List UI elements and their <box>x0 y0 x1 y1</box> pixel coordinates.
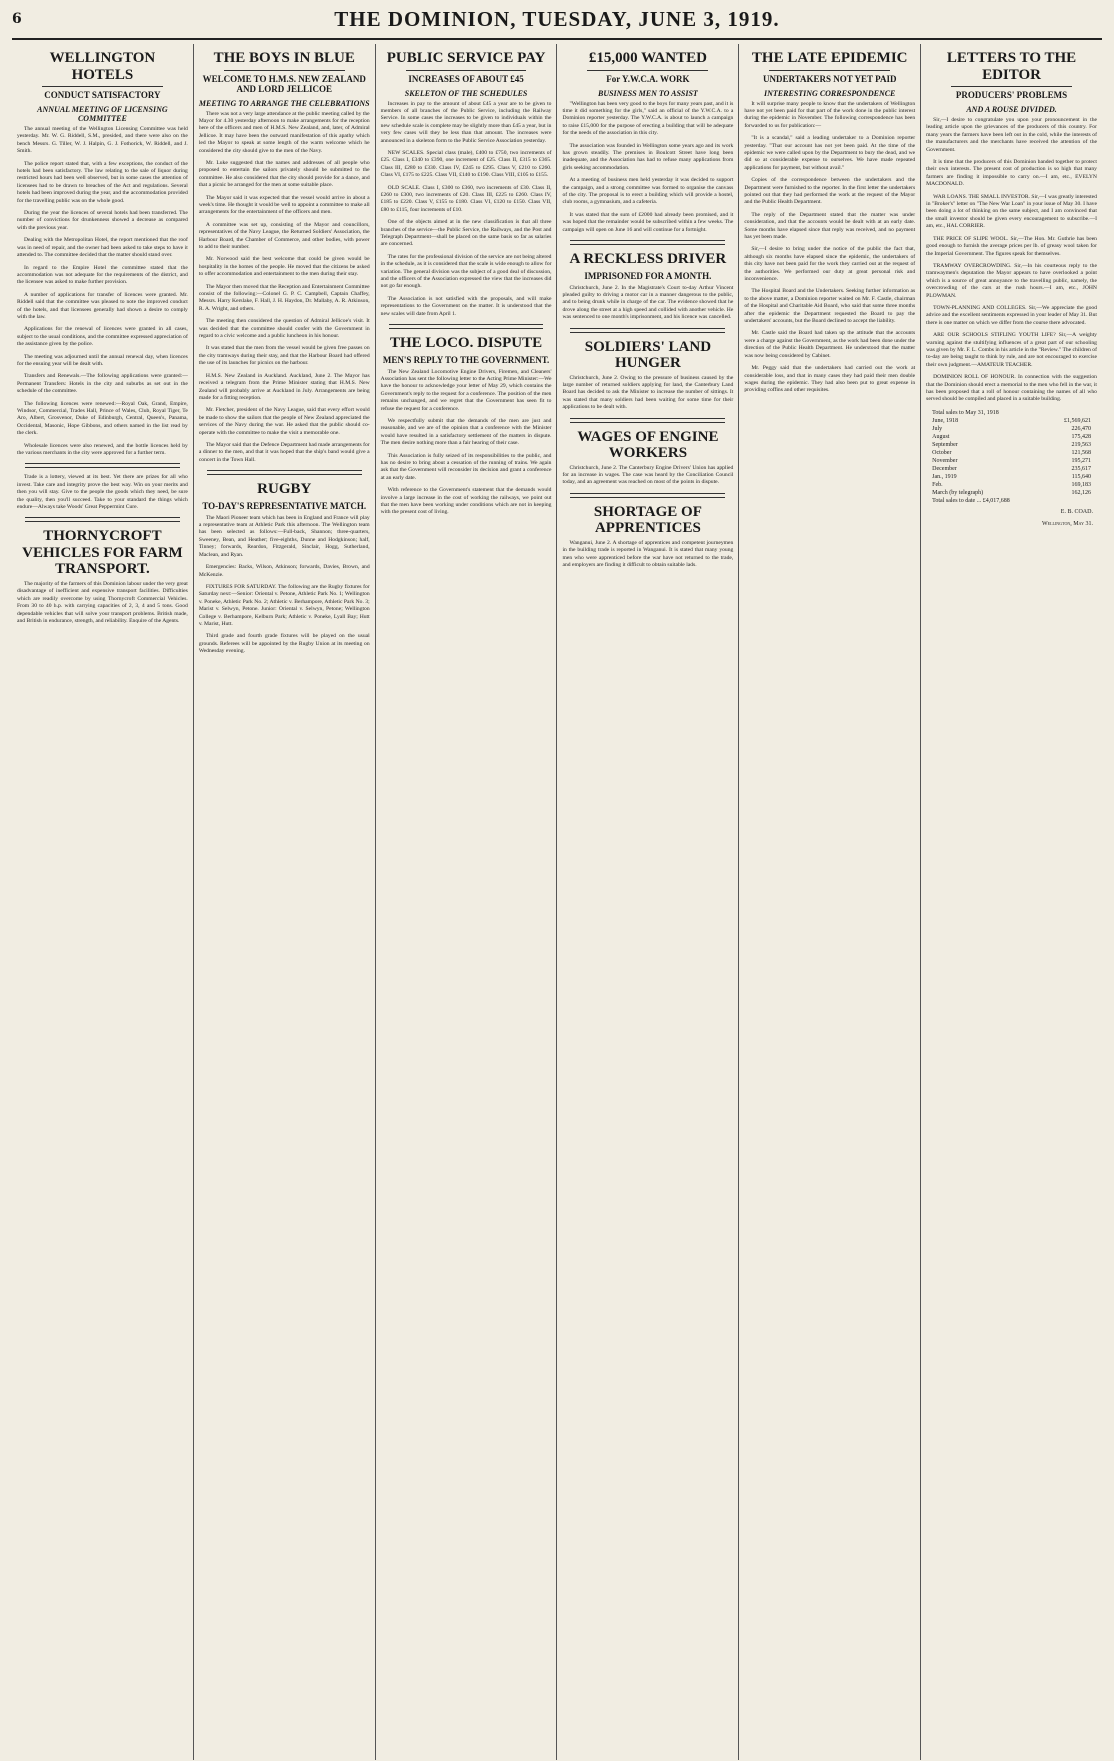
headline-rule <box>406 70 527 71</box>
article-paragraph: We respectfully submit that the demands of the men are just and reasonable, and we are of the opinion that a conference with the Minister would have resulted in a satisfactory settlement of the matters in dispute. The men desire nothing more than a fair hearing of their case. <box>380 418 552 447</box>
article-headline: THE BOYS IN BLUE <box>213 50 355 66</box>
sales-table-label: December <box>932 465 957 472</box>
column-5 <box>739 44 921 1760</box>
article-paragraph: Third grade and fourth grade fixtures will be played on the usual grounds. Referees will be appointed by the Rugby Union at its meeting on Wednesday evening. <box>198 633 370 655</box>
headline-rule <box>951 86 1072 87</box>
article-paragraph: Mr. Luke suggested that the names and addresses of all people who proposed to entertain the sailors privately should be submitted to the committee. He also considered that the city should provide for a dance, and that a picnic be arranged for the men at some suitable place. <box>198 159 370 189</box>
section-rule <box>207 470 362 475</box>
article-headline: THE LOCO. DISPUTE <box>390 335 543 352</box>
sales-table-value: 235,617 <box>1071 465 1091 472</box>
sales-table <box>932 409 1091 505</box>
article-headline: THE LATE EPIDEMIC <box>751 50 908 66</box>
article-paragraph: A number of applications for transfer of licences were granted. Mr. Riddell said that the committee was pleased to note the improved conduct of the hotels, and that licensees generally had shown a desire to comply with the law. <box>17 291 188 320</box>
article-paragraph: The association was founded in Wellington some years ago and its work has grown steadily. The premises in Boulcott Street have long been inadequate, and the Association has had to refuse many applications from girls seeking accommodation. <box>562 142 734 171</box>
sales-table-row <box>932 457 1091 465</box>
section-rule <box>570 240 725 245</box>
article-headline: LETTERS TO THE EDITOR <box>946 50 1077 83</box>
article-paragraph: It was stated that the sum of £2000 had already been promised, and it was hoped that the remainder would be subscribed within a few weeks. The campaign will open on June 16 and will continue for a fortnight. <box>562 211 734 233</box>
article-headline: A RECKLESS DRIVER <box>569 251 727 267</box>
article-paragraph: OLD SCALE. Class I, £300 to £360, two increments of £30. Class II, £260 to £300, two increments of £20. Class III, £225 to £260. Class IV, £185 to £220. Class V, £155 to £180. Class VI, £120 to £150. Class VII, £80 to £115, four increments of £10. <box>380 184 552 213</box>
headline-rule <box>587 70 708 71</box>
sales-table-row <box>932 433 1091 441</box>
article-paragraph: The majority of the farmers of this Dominion labour under the very great disadvantage of inefficient and expensive transport facilities. Difficulties which are readily overcome by using Thornycroft Commercial Vehicles. From 30 to 40 h.p. with carrying capacities of 2, 3, 4 and 5 tons. Good dependable vehicles that will solve your transport problems. British made, and British in endurance, strength, and reliability. Enquire of the Agents. <box>17 580 188 624</box>
article-subheading: IMPRISONED FOR A MONTH. <box>584 270 712 281</box>
article-paragraph: The meeting was adjourned until the annual renewal day, when licences for the ensuing year will be dealt with. <box>17 353 188 367</box>
article-paragraph: This Association is fully seized of its responsibilities to the public, and has no desire to bring about a cessation of the running of trains. We again ask that the Government will reconsider its decision and grant a conference at an early date. <box>380 452 552 481</box>
article-subheading: CONDUCT SATISFACTORY <box>44 90 161 100</box>
newspaper-title: THE DOMINION, TUESDAY, JUNE 3, 1919. <box>334 6 780 31</box>
sales-table-value: £1,569,621 <box>1063 417 1091 424</box>
sales-table-label: November <box>932 457 958 464</box>
article-subheading: MEN'S REPLY TO THE GOVERNMENT. <box>382 354 550 365</box>
article-paragraph: During the year the licences of several hotels had been transferred. The number of convictions for drunkenness showed a decrease as compared with the previous year. <box>17 210 188 231</box>
article-headline: RUGBY <box>257 481 312 498</box>
article-paragraph: WAR LOANS. THE SMALL INVESTOR. Sir,—I was greatly interested in "Broker's" letter on "The New War Loan" in your issue of May 30. I have been doing a lot of thinking on the same subject, and I am convinced that the small investor should be given every encouragement to subscribe.—I am, etc., HAL CORRIER. <box>926 193 1097 230</box>
sales-table-row <box>932 489 1091 497</box>
article-paragraph: The Maori Pioneer team which has been in England and France will play a representative team at Athletic Park this afternoon. The Wellington team has been selected as follows:—Full-back, Shannon; three-quarters, Sweeney, Bean, and Heather; five-eighths, Dunne and Hodgkinson; half, Tinney; forwards, Reardon, Fitzgerald, Sinclair, Hogg, Sutherland, Maclean, and Ryan. <box>198 514 370 558</box>
sales-table-value: 115,640 <box>1071 473 1091 480</box>
sales-table-value: 195,271 <box>1071 457 1091 464</box>
sales-table-value: 219,563 <box>1071 441 1091 448</box>
article-paragraph: The Hospital Board and the Undertakers. Seeking further information as to the above matter, a Dominion reporter waited on Mr. F. Castle, chairman of the Hospital and Charitable Aid Board, who said that some three months after the epidemic the Department requested the Board to pay the undertakers' accounts, but the Board declined to accept the liability. <box>744 288 916 325</box>
article-paragraph: NEW SCALES. Special class (male), £400 to £750, two increments of £25. Class I, £340 to £390, one increment of £25. Class II, £315 to £365. Class III, £280 to £330. Class IV, £245 to £295. Class V, £210 to £260. Class VI, £175 to £225. Class VII, £140 to £190. Class VIII, £105 to £155. <box>380 149 552 179</box>
article-headline: THORNYCROFT VEHICLES FOR FARM TRANSPORT. <box>22 528 183 578</box>
article-paragraph: Emergencies: Backs, Wilson, Atkinson; forwards, Davies, Brown, and McKenzie. <box>198 564 370 578</box>
article-paragraph: One of the objects aimed at in the new classification is that all three branches of the service—the Public Service, the Railways, and the Post and Telegraph Department—shall be placed on the same basis so far as salaries are concerned. <box>380 219 552 248</box>
article-headline: WELLINGTON HOTELS <box>49 50 156 83</box>
article-paragraph: ARE OUR SCHOOLS STIFLING YOUTH LIFE? Sir,—A weighty warning against the stultifying influences of a great part of our schooling was given by Mr. F. L. Combs in his article in the "Review." The children of to-day are being taught to think by rule, and are not encouraged to exercise their own judgment.—AMATEUR TEACHER. <box>926 332 1097 368</box>
sales-table-row <box>932 481 1091 489</box>
sales-table-value: 169,183 <box>1071 481 1091 488</box>
masthead <box>12 0 1102 40</box>
sales-table-label: July <box>932 425 943 432</box>
article-section-heading: SKELETON OF THE SCHEDULES <box>404 88 528 98</box>
article-subheading: INCREASES OF ABOUT £45 <box>408 73 524 84</box>
article-paragraph: "Wellington has been very good to the boys for many years past, and it is time it did something for the girls," said an official of the Y.W.C.A. to a Dominion reporter yesterday. The Y.W.C.A. is about to launch a campaign to raise £15,000 for the purpose of erecting a building that will be adequate for the needs of the association in this city. <box>562 100 734 137</box>
headline-rule <box>42 86 163 87</box>
article-paragraph: There was not a very large attendance at the public meeting called by the Mayor for 4.30 yesterday afternoon to make arrangements for the reception here of the officers and men of H.M.S. New Zealand, and, later, of Admiral Jellicoe. It may have been the outward manifestation of this apathy which led the Mayor to speak at some length of the warm welcome which he considered the city should give to the men of the Navy. <box>198 110 370 154</box>
article-subheading: UNDERTAKERS NOT YET PAID <box>762 73 897 84</box>
sales-table-value: 226,470 <box>1071 425 1091 432</box>
article-paragraph: THE PRICE OF SLIPE WOOL. Sir,—The Hon. Mr. Guthrie has been good enough to furnish the average prices per lb. of greasy wool taken for the Imperial Government. The figures speak for themselves. <box>926 235 1097 257</box>
article-paragraph: Transfers and Renewals.—The following applications were granted:—Permanent Transfers: Hotels in the city and suburbs as set out in the schedule of the committee. <box>17 373 188 395</box>
article-paragraph: It is time that the producers of this Dominion banded together to protect their own interests. The present cost of production is so high that many farmers are finding it impossible to carry on.—I am, etc., EVELYN MACDONALD. <box>926 159 1097 188</box>
column-1 <box>12 44 194 1760</box>
sales-table-row <box>932 425 1091 433</box>
article-paragraph: Mr. Norwood said the best welcome that could be given would be hospitality in the homes of the people. He moved that the citizens be asked to offer accommodation and entertainment to the men during their stay. <box>198 256 370 278</box>
article-paragraph: It was stated that the men from the vessel would be given free passes on the city tramways during their stay, and that the Harbour Board had offered the use of its launches for picnics on the harbour. <box>198 345 370 367</box>
article-paragraph: At a meeting of business men held yesterday it was decided to support the campaign, and a strong committee was formed to organise the canvass of the city. The proposal is to erect a building which will provide a hostel, club rooms, a gymnasium, and a cafeteria. <box>562 177 734 206</box>
column-3 <box>376 44 558 1760</box>
article-paragraph: The New Zealand Locomotive Engine Drivers, Firemen, and Cleaners' Association has sent the following letter to the Acting Prime Minister:—We have the honour to acknowledge your letter of May 29, which contains the Government's reply to the request for a conference. The position of the men remains unchanged, and we regret that the Government has seen fit to refuse the request for a conference. <box>380 368 552 412</box>
sales-table-total: Total sales to date ... £4,017,688 <box>932 497 1010 504</box>
sales-table-row <box>932 417 1091 425</box>
letter-place: Wellington, May 31. <box>1041 520 1093 527</box>
section-rule <box>570 493 725 498</box>
article-section-heading: INTERESTING CORRESPONDENCE <box>764 88 896 98</box>
sales-table-row <box>932 473 1091 481</box>
article-paragraph: Wanganui, June 2. A shortage of apprentices and competent journeymen in the building trade is reported in Wanganui. It is stated that many young men who were apprenticed before the war have not returned to the trade, and employers are finding it difficult to obtain suitable lads. <box>562 539 734 568</box>
article-paragraph: Christchurch, June 2. The Canterbury Engine Drivers' Union has applied for an increase in wages. The case was heard by the Conciliation Council today, and an agreement was reached on most of the points in dispute. <box>562 464 734 486</box>
column-6 <box>921 44 1102 1760</box>
sales-table-row <box>932 449 1091 457</box>
sales-table-value: 162,126 <box>1071 489 1091 496</box>
page-number: 6 <box>12 11 22 27</box>
section-rule <box>25 517 180 522</box>
article-paragraph: Dealing with the Metropolitan Hotel, the report mentioned that the roof was in need of repair, and the owner had been asked to take steps to have it attended to. The committee decided that the matter should stand over. <box>17 237 188 259</box>
section-rule <box>389 324 544 329</box>
article-section-heading: AND A ROUSE DIVIDED. <box>966 105 1057 114</box>
article-paragraph: TOWN-PLANNING AND COLLEGES. Sir,—We appreciate the good advice and the excellent sentiments expressed in your leader of May 31. But there is one matter on which we differ from the course there advocated. <box>926 304 1097 326</box>
sales-table-label: March (by telegraph) <box>932 489 984 496</box>
sales-table-label: Feb. <box>932 481 943 488</box>
article-paragraph: Increases in pay to the amount of about £45 a year are to be given to members of all branches of the Public Service, including the Railway Service. In some cases the increases to be given to individuals within the new schedule scale is complete may be slightly more than £45 a year, but in very few cases will they be less than that amount. The increases were announced in a skeleton form to the Public Service Association yesterday. <box>380 100 552 144</box>
article-paragraph: The reply of the Department stated that the matter was under consideration, and that the accounts would be dealt with at an early date. Some months have elapsed since that reply was received, and no payment has yet been made. <box>744 211 916 240</box>
article-paragraph: DOMINION ROLL OF HONOUR. In connection with the suggestion that the Dominion should erect a memorial to the men who fell in the war, it has been proposed that a roll of honour containing the names of all who served should be compiled and placed in a suitable building. <box>926 374 1097 403</box>
article-paragraph: It will surprise many people to know that the undertakers of Wellington have not yet been paid for that part of the work done in the public interest during the epidemic in November. The following correspondence has been forwarded to us for publication:— <box>744 100 916 129</box>
article-paragraph: Mr. Fletcher, president of the Navy League, said that every effort would be made to show the sailors that the people of New Zealand appreciated the services of the Navy during the war. He asked that the public should co-operate with the committee to make the visit a memorable one. <box>198 407 370 436</box>
sales-table-label: June, 1918 <box>932 417 959 424</box>
article-paragraph: Wholesale licences were also renewed, and the bottle licences held by the various merchants in the city were approved for a further term. <box>17 442 188 457</box>
sales-table-label: August <box>932 433 950 440</box>
article-headline: SOLDIERS' LAND HUNGER <box>584 338 712 372</box>
article-section-heading: MEETING TO ARRANGE THE CELEBRATIONS <box>198 98 370 108</box>
article-paragraph: The annual meeting of the Wellington Licensing Committee was held yesterday. Mr. W. G. Riddell, S.M., presided, and there were also on the bench Messrs. G. Tiller, W. J. Halpin, G. J. Fothorick, W. Riddell, and J. Smith. <box>17 126 188 155</box>
article-headline: £15,000 WANTED <box>588 50 707 66</box>
article-paragraph: In regard to the Empire Hotel the committee stated that the accommodation was not adequate for the requirements of the district, and the licensee was asked to make further provision. <box>17 264 188 286</box>
column-2 <box>194 44 376 1760</box>
article-paragraph: The Mayor said that the Defence Department had made arrangements for a dinner to the men, and that it was hoped that the ship's band would give a concert in the Town Hall. <box>198 441 370 463</box>
article-paragraph: Mr. Peggy said that the undertakers had carried out the work at considerable loss, and that in many cases they had paid their men double wages during the epidemic. They had also been put to great expense in providing coffins and other requisites. <box>744 365 916 394</box>
article-paragraph: The Mayor then moved that the Reception and Entertainment Committee consist of the following:—Colonel G. P. C. Campbell, Captain Chaffey, Messrs. Harry Kerslake, F. Hall, J. H. Haydon, Dr. Mallaby, A. R. Atkinson, R. A. Wright, and others. <box>198 283 370 312</box>
article-paragraph: The Mayor said it was expected that the vessel would arrive in about a week's time. He thought it would be well to appoint a committee to make all arrangements for the entertainment of the officers and men. <box>198 194 370 216</box>
article-paragraph: H.M.S. New Zealand in Auckland. Auckland, June 2. The Mayor has received a telegram from the Prime Minister stating that H.M.S. New Zealand will probably arrive at Auckland in July. Arrangements are being made for a fitting reception. <box>198 372 370 401</box>
sales-table-title: Total sales to May 31, 1918 <box>932 409 999 416</box>
sales-table-label: Jan., 1919 <box>932 473 957 480</box>
letter-signature: E. B. COAD. <box>1060 508 1093 515</box>
article-paragraph: The rates for the professional division of the service are not being altered in the schedule, as it is considered that the scale is wide enough to allow for variation. The general division was the subject of a good deal of discussion, and the officers of the Association expressed the view that the increases did not go far enough. <box>380 253 552 290</box>
sales-table-row <box>932 465 1091 473</box>
article-paragraph: The police report stated that, with a few exceptions, the conduct of the hotels had been satisfactory. The law relating to the sale of liquor during restricted hours had been well observed, but in some cases the attention of licensees had to be drawn to breaches of the Act and regulations. Several hotels had been improved during the year, and the accommodation provided for the travelling public was on the whole good. <box>17 160 188 204</box>
article-subheading: WELCOME TO H.M.S. NEW ZEALAND AND LORD JELLICOE <box>202 73 366 94</box>
article-paragraph: "It is a scandal," said a leading undertaker to a Dominion reporter yesterday. "That our account has not yet been paid. At the time of the epidemic we were called upon by the Department to bury the dead, and we did so at considerable expense to ourselves. We have made repeated applications for payment, but without avail." <box>744 135 916 171</box>
article-paragraph: Christchurch, June 2. Owing to the pressure of business caused by the large number of returned soldiers applying for land, the Canterbury Land Board has decided to ask the Minister to increase the number of sittings. It was stated that many soldiers had been waiting for some time for their applications to be dealt with. <box>562 374 734 411</box>
article-subheading: For Y.W.C.A. WORK <box>606 73 690 84</box>
article-paragraph: Copies of the correspondence between the undertakers and the Department were furnished to the reporter. In the first letter the undertakers pointed out that they had performed the work at the request of the Mayor and the Public Health Department. <box>744 177 916 206</box>
sales-table-row <box>932 441 1091 449</box>
article-headline: SHORTAGE OF APPRENTICES <box>593 503 702 537</box>
column-4 <box>557 44 739 1760</box>
sales-table-value: 175,428 <box>1071 433 1091 440</box>
section-rule <box>25 463 180 468</box>
article-subheading: PRODUCERS' PROBLEMS <box>955 90 1068 100</box>
article-paragraph: A committee was set up, consisting of the Mayor and councillors, representatives of the Navy League, the Returned Soldiers' Association, the Harbour Board, the Chamber of Commerce, and other bodies, with power to add to their number. <box>198 221 370 250</box>
article-paragraph: With reference to the Government's statement that the demands would involve a large increase in the cost of working the railways, we point out that the men have been working under conditions which are not in keeping with the present cost of living. <box>380 487 552 516</box>
article-headline: WAGES OF ENGINE WORKERS <box>577 428 719 462</box>
article-paragraph: TRAMWAY OVERCROWDING. Sir,—In his courteous reply to the tramwaymen's deputation the Mayor appears to have overlooked a point which is a source of great annoyance to the travelling public, namely, the overcrowding of the cars at the rush hours.—I am, etc., JOHN PLOWMAN. <box>926 262 1097 299</box>
section-rule <box>570 418 725 423</box>
sales-table-value: 121,568 <box>1071 449 1091 456</box>
article-paragraph: The meeting then considered the question of Admiral Jellicoe's visit. It was decided that the committee should confer with the Government in regard to a civic welcome and a public luncheon in his honour. <box>198 318 370 340</box>
article-paragraph: Sir,—I desire to congratulate you upon your pronouncement in the leading article upon the grievances of the producers of this country. For many years the farmers have been left out in the cold, while the interests of the manufacturers and the merchants have received the attention of the Government. <box>926 117 1097 153</box>
article-section-heading: ANNUAL MEETING OF LICENSING COMMITTEE <box>37 105 168 123</box>
sales-table-label: October <box>932 449 952 456</box>
headline-rule <box>769 70 890 71</box>
headline-rule <box>224 70 345 71</box>
section-rule <box>570 328 725 333</box>
article-headline: PUBLIC SERVICE PAY <box>386 50 546 66</box>
article-paragraph: Sir,—I desire to bring under the notice of the public the fact that, although six months have elapsed since the epidemic, the undertakers of this city have not been paid for the work they carried out at the request of the authorities. We performed our duty at great personal risk and inconvenience. <box>744 246 916 283</box>
article-paragraph: The Association is not satisfied with the proposals, and will make representations to the Government on the matter. It is understood that the new scales will date from April 1. <box>380 295 552 317</box>
article-paragraph: Mr. Castle said the Board had taken up the attitude that the accounts were a charge against the Government, as the work had been done under the direction of the Public Health Department. He understood that the matter was now being considered by Cabinet. <box>744 330 916 359</box>
article-section-heading: BUSINESS MEN TO ASSIST <box>597 88 698 98</box>
article-paragraph: FIXTURES FOR SATURDAY. The following are the Rugby fixtures for Saturday next:—Senior: Oriental v. Petone, Athletic Park No. 1; Wellington v. Poneke, Athletic Park No. 2; Athletic v. Berhampore, Athletic Park No. 3; Marist v. Selwyn, Petone. Junior: Oriental v. Selwyn, Petone; Wellington College v. Berhampore, Kelburn Park; Athletic v. Poneke, Lyall Bay; Hutt v. Marist, Hutt. <box>198 583 370 627</box>
article-paragraph: The following licences were renewed:—Royal Oak, Grand, Empire, Windsor, Commercial, Trades Hall, Prince of Wales, Club, Royal Tiger, Te Aro, Albert, Grosvenor, Duke of Edinburgh, Central, Queen's, Panama, Occidental, Masonic, Hope Gibbons, and others named in the list read by the clerk. <box>17 400 188 437</box>
sales-table-label: September <box>932 441 958 448</box>
columns <box>12 44 1102 1760</box>
article-paragraph: Applications for the renewal of licences were granted in all cases, subject to the usual conditions, and the committee expressed appreciation of the assistance given by the police. <box>17 326 188 348</box>
article-paragraph: Christchurch, June 2. In the Magistrate's Court to-day Arthur Vincent pleaded guilty to driving a motor car in a manner dangerous to the public, and to being drunk while in charge of the car. The evidence showed that he drove along the street at a high speed and collided with another vehicle. He was sentenced to one month's imprisonment, and his licence was cancelled. <box>562 284 734 321</box>
article-subheading: TO-DAY'S REPRESENTATIVE MATCH. <box>202 500 367 511</box>
advert-text: Trade is a lottery, viewed at its best. Yet there are prizes for all who invest. Take care and integrity prove the best way. Win on your merits and then you will stay. Give to the people the goods which they need, be sure the quality, then you'll succeed. Take to your standard the things which endure—Always take Woods' Great Peppermint Cure. <box>17 474 188 511</box>
